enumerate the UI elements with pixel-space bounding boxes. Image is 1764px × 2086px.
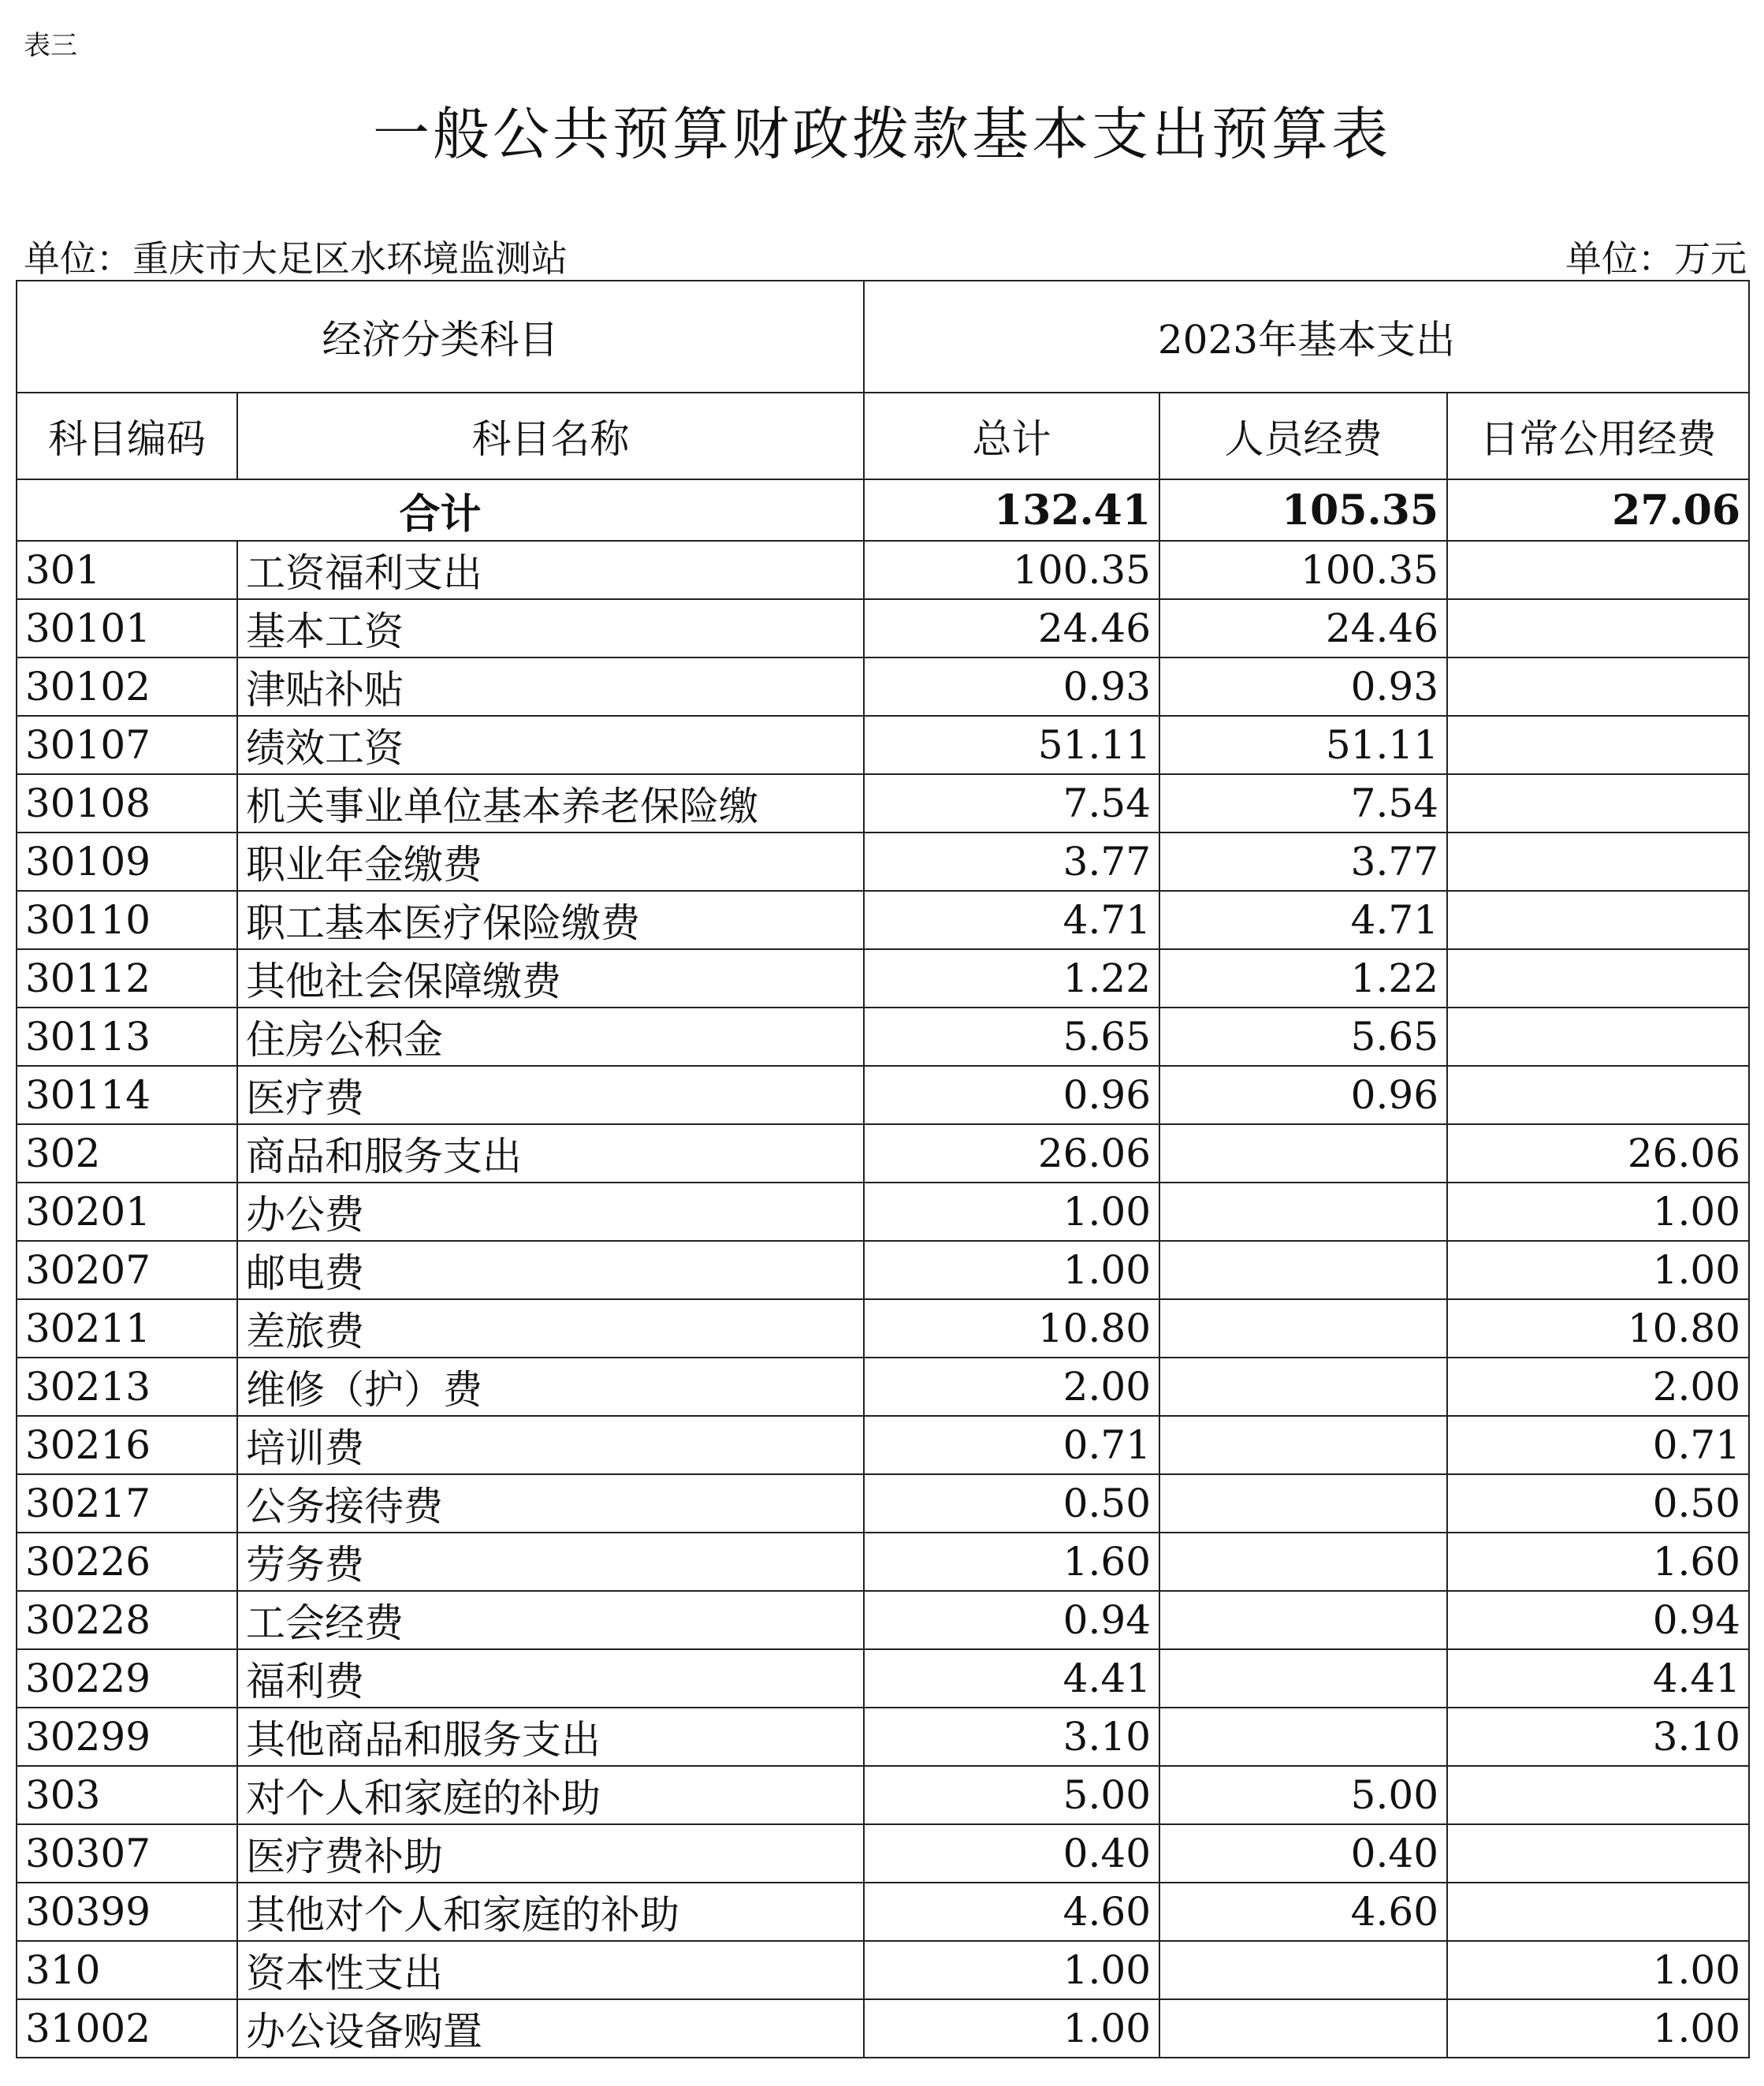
row-personnel: [1159, 1358, 1447, 1416]
table-row: [17, 1416, 1749, 1474]
row-total: 0.40: [864, 1824, 1159, 1883]
row-total: 0.96: [864, 1066, 1159, 1124]
row-personnel: 0.96: [1159, 1066, 1447, 1124]
row-code: 31002: [17, 1999, 237, 2058]
header-basic-expenditure-year: 2023年基本支出: [864, 281, 1749, 393]
row-public: [1447, 657, 1749, 716]
row-name: 维修（护）费: [237, 1358, 864, 1416]
row-personnel: [1159, 1708, 1447, 1766]
row-name: 基本工资: [237, 599, 864, 657]
row-code: 30109: [17, 833, 237, 891]
table-row: [17, 1766, 1749, 1824]
row-public: 0.50: [1447, 1474, 1749, 1533]
row-total: 1.00: [864, 1241, 1159, 1299]
row-total: 1.00: [864, 1999, 1159, 2058]
header-row-columns: [17, 393, 1749, 479]
row-total: 2.00: [864, 1358, 1159, 1416]
row-public: [1447, 949, 1749, 1008]
row-total: 0.71: [864, 1416, 1159, 1474]
table-row: [17, 1008, 1749, 1066]
row-total: 5.00: [864, 1766, 1159, 1824]
row-code: 30213: [17, 1358, 237, 1416]
row-name: 邮电费: [237, 1241, 864, 1299]
row-name: 工会经费: [237, 1591, 864, 1649]
row-public: 1.00: [1447, 1941, 1749, 1999]
row-public: [1447, 541, 1749, 599]
total-total: 132.41: [864, 479, 1159, 541]
table-row: [17, 1124, 1749, 1183]
row-personnel: 0.93: [1159, 657, 1447, 716]
row-personnel: 7.54: [1159, 774, 1447, 833]
table-row: [17, 949, 1749, 1008]
row-total: 4.41: [864, 1649, 1159, 1708]
row-code: 30102: [17, 657, 237, 716]
row-public: [1447, 1883, 1749, 1941]
row-personnel: 51.11: [1159, 716, 1447, 774]
row-personnel: 100.35: [1159, 541, 1447, 599]
row-total: 7.54: [864, 774, 1159, 833]
row-code: 301: [17, 541, 237, 599]
header-row-group: [17, 281, 1749, 393]
row-code: 30226: [17, 1533, 237, 1591]
table-row: [17, 1299, 1749, 1358]
table-row: [17, 1999, 1749, 2058]
sheet-label: 表三: [24, 30, 77, 61]
unit-currency: 单位：万元: [1565, 237, 1747, 280]
row-name: 医疗费补助: [237, 1824, 864, 1883]
row-personnel: [1159, 1649, 1447, 1708]
row-total: 1.00: [864, 1183, 1159, 1241]
row-name: 商品和服务支出: [237, 1124, 864, 1183]
unit-organization: 单位：重庆市大足区水环境监测站: [24, 237, 568, 280]
row-code: 30228: [17, 1591, 237, 1649]
row-personnel: [1159, 1241, 1447, 1299]
row-public: 1.00: [1447, 1183, 1749, 1241]
row-name: 办公设备购置: [237, 1999, 864, 2058]
total-row: [17, 479, 1749, 541]
row-name: 差旅费: [237, 1299, 864, 1358]
row-personnel: [1159, 1941, 1447, 1999]
table-row: [17, 1591, 1749, 1649]
row-personnel: 4.71: [1159, 891, 1447, 949]
total-label: 合计: [17, 479, 864, 541]
row-public: [1447, 1066, 1749, 1124]
row-personnel: [1159, 1591, 1447, 1649]
row-name: 绩效工资: [237, 716, 864, 774]
header-public: 日常公用经费: [1447, 393, 1749, 479]
row-code: 30112: [17, 949, 237, 1008]
row-total: 1.00: [864, 1941, 1159, 1999]
row-code: 30101: [17, 599, 237, 657]
table-row: [17, 1183, 1749, 1241]
table-row: [17, 774, 1749, 833]
row-personnel: 0.40: [1159, 1824, 1447, 1883]
row-personnel: [1159, 1999, 1447, 2058]
header-name: 科目名称: [237, 393, 864, 479]
row-total: 4.71: [864, 891, 1159, 949]
table-row: [17, 1474, 1749, 1533]
row-name: 职业年金缴费: [237, 833, 864, 891]
row-total: 100.35: [864, 541, 1159, 599]
row-code: 303: [17, 1766, 237, 1824]
row-public: 0.94: [1447, 1591, 1749, 1649]
total-personnel: 105.35: [1159, 479, 1447, 541]
row-personnel: 4.60: [1159, 1883, 1447, 1941]
table-row: [17, 1533, 1749, 1591]
row-code: 30229: [17, 1649, 237, 1708]
header-total: 总计: [864, 393, 1159, 479]
page-title: 一般公共预算财政拨款基本支出预算表: [372, 101, 1391, 167]
row-total: 0.50: [864, 1474, 1159, 1533]
row-public: 0.71: [1447, 1416, 1749, 1474]
row-total: 4.60: [864, 1883, 1159, 1941]
row-total: 10.80: [864, 1299, 1159, 1358]
row-personnel: 3.77: [1159, 833, 1447, 891]
row-personnel: [1159, 1299, 1447, 1358]
row-total: 3.77: [864, 833, 1159, 891]
row-total: 5.65: [864, 1008, 1159, 1066]
row-personnel: [1159, 1533, 1447, 1591]
row-code: 30207: [17, 1241, 237, 1299]
row-name: 医疗费: [237, 1066, 864, 1124]
row-code: 30211: [17, 1299, 237, 1358]
row-public: 1.00: [1447, 1241, 1749, 1299]
table-row: [17, 1941, 1749, 1999]
table-row: [17, 833, 1749, 891]
row-code: 30299: [17, 1708, 237, 1766]
row-code: 30399: [17, 1883, 237, 1941]
header-economic-category: 经济分类科目: [17, 281, 864, 393]
row-code: 302: [17, 1124, 237, 1183]
row-total: 51.11: [864, 716, 1159, 774]
row-total: 1.22: [864, 949, 1159, 1008]
budget-table: [16, 280, 1750, 2058]
table-row: [17, 657, 1749, 716]
row-name: 住房公积金: [237, 1008, 864, 1066]
row-personnel: 5.00: [1159, 1766, 1447, 1824]
table-row: [17, 891, 1749, 949]
table-row: [17, 1708, 1749, 1766]
row-code: 310: [17, 1941, 237, 1999]
row-name: 机关事业单位基本养老保险缴: [237, 774, 864, 833]
row-code: 30307: [17, 1824, 237, 1883]
row-public: [1447, 1766, 1749, 1824]
table-row: [17, 1883, 1749, 1941]
row-public: [1447, 774, 1749, 833]
row-total: 0.93: [864, 657, 1159, 716]
row-public: [1447, 599, 1749, 657]
table-row: [17, 1358, 1749, 1416]
header-personnel: 人员经费: [1159, 393, 1447, 479]
row-personnel: [1159, 1124, 1447, 1183]
row-public: 26.06: [1447, 1124, 1749, 1183]
table-row: [17, 1241, 1749, 1299]
row-code: 30113: [17, 1008, 237, 1066]
table-row: [17, 1066, 1749, 1124]
row-name: 工资福利支出: [237, 541, 864, 599]
row-personnel: 24.46: [1159, 599, 1447, 657]
row-code: 30114: [17, 1066, 237, 1124]
row-public: [1447, 1824, 1749, 1883]
row-public: [1447, 716, 1749, 774]
row-public: 3.10: [1447, 1708, 1749, 1766]
row-name: 培训费: [237, 1416, 864, 1474]
row-public: [1447, 833, 1749, 891]
row-public: 4.41: [1447, 1649, 1749, 1708]
total-public: 27.06: [1447, 479, 1749, 541]
table-row: [17, 599, 1749, 657]
row-name: 办公费: [237, 1183, 864, 1241]
row-name: 其他商品和服务支出: [237, 1708, 864, 1766]
table-row: [17, 716, 1749, 774]
row-total: 24.46: [864, 599, 1159, 657]
row-code: 30201: [17, 1183, 237, 1241]
row-total: 1.60: [864, 1533, 1159, 1591]
row-total: 26.06: [864, 1124, 1159, 1183]
row-code: 30216: [17, 1416, 237, 1474]
row-name: 职工基本医疗保险缴费: [237, 891, 864, 949]
table-row: [17, 1824, 1749, 1883]
row-code: 30217: [17, 1474, 237, 1533]
row-code: 30108: [17, 774, 237, 833]
row-total: 3.10: [864, 1708, 1159, 1766]
row-public: 1.00: [1447, 1999, 1749, 2058]
row-total: 0.94: [864, 1591, 1159, 1649]
row-personnel: [1159, 1183, 1447, 1241]
row-personnel: [1159, 1474, 1447, 1533]
row-personnel: 5.65: [1159, 1008, 1447, 1066]
row-public: 10.80: [1447, 1299, 1749, 1358]
row-code: 30110: [17, 891, 237, 949]
row-public: 2.00: [1447, 1358, 1749, 1416]
row-public: [1447, 891, 1749, 949]
row-personnel: 1.22: [1159, 949, 1447, 1008]
row-public: 1.60: [1447, 1533, 1749, 1591]
table-row: [17, 541, 1749, 599]
row-name: 资本性支出: [237, 1941, 864, 1999]
row-name: 公务接待费: [237, 1474, 864, 1533]
row-name: 其他社会保障缴费: [237, 949, 864, 1008]
row-name: 对个人和家庭的补助: [237, 1766, 864, 1824]
row-name: 其他对个人和家庭的补助: [237, 1883, 864, 1941]
row-name: 福利费: [237, 1649, 864, 1708]
row-code: 30107: [17, 716, 237, 774]
row-personnel: [1159, 1416, 1447, 1474]
header-code: 科目编码: [17, 393, 237, 479]
row-name: 津贴补贴: [237, 657, 864, 716]
row-public: [1447, 1008, 1749, 1066]
table-row: [17, 1649, 1749, 1708]
row-name: 劳务费: [237, 1533, 864, 1591]
